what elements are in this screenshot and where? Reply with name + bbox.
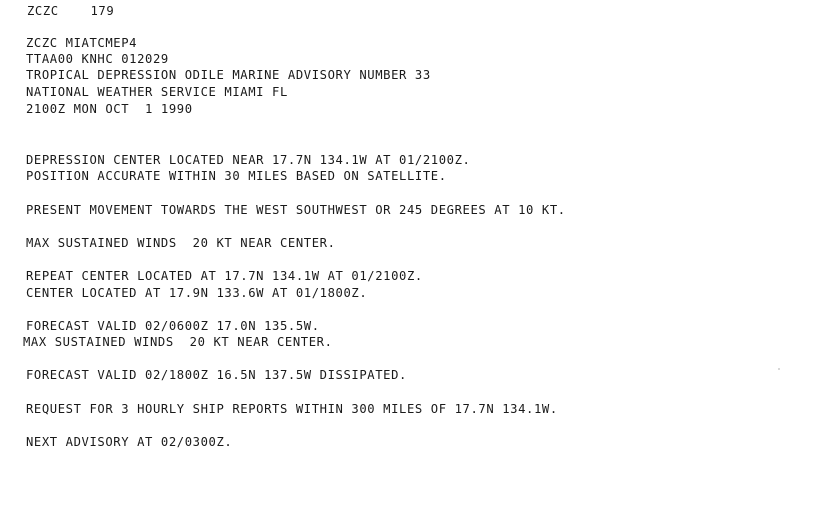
next-advisory-line: NEXT ADVISORY AT 02/0300Z. [26,435,233,449]
scan-speck [778,368,780,370]
issue-time: 2100Z MON OCT 1 1990 [26,102,193,116]
advisory-title: TROPICAL DEPRESSION ODILE MARINE ADVISORY NUMBER 33 [26,68,431,82]
issuing-office: NATIONAL WEATHER SERVICE MIAMI FL [26,85,288,99]
forecast-2-line: FORECAST VALID 02/1800Z 16.5N 137.5W DISSIPATED. [26,368,407,382]
header-line-2: ZCZC MIATCMEP4 [26,36,138,50]
prior-center-line: CENTER LOCATED AT 17.9N 133.6W AT 01/1800Z. [26,286,368,300]
header-line-3: TTAA00 KNHC 012029 [26,52,169,66]
max-winds-line: MAX SUSTAINED WINDS 20 KT NEAR CENTER. [26,236,336,250]
ship-reports-request-line: REQUEST FOR 3 HOURLY SHIP REPORTS WITHIN 300 MILES OF 17.7N 134.1W. [26,402,558,416]
forecast-1-winds-line: MAX SUSTAINED WINDS 20 KT NEAR CENTER. [23,335,333,349]
forecast-1-line: FORECAST VALID 02/0600Z 17.0N 135.5W. [26,319,320,333]
present-movement-line: PRESENT MOVEMENT TOWARDS THE WEST SOUTHWEST OR 245 DEGREES AT 10 KT. [26,203,566,217]
center-location-line: DEPRESSION CENTER LOCATED NEAR 17.7N 134.1W AT 01/2100Z. [26,153,471,167]
header-line-1: ZCZC 179 [27,4,115,18]
repeat-center-line: REPEAT CENTER LOCATED AT 17.7N 134.1W AT 01/2100Z. [26,269,423,283]
position-accuracy-line: POSITION ACCURATE WITHIN 30 MILES BASED ON SATELLITE. [26,169,447,183]
